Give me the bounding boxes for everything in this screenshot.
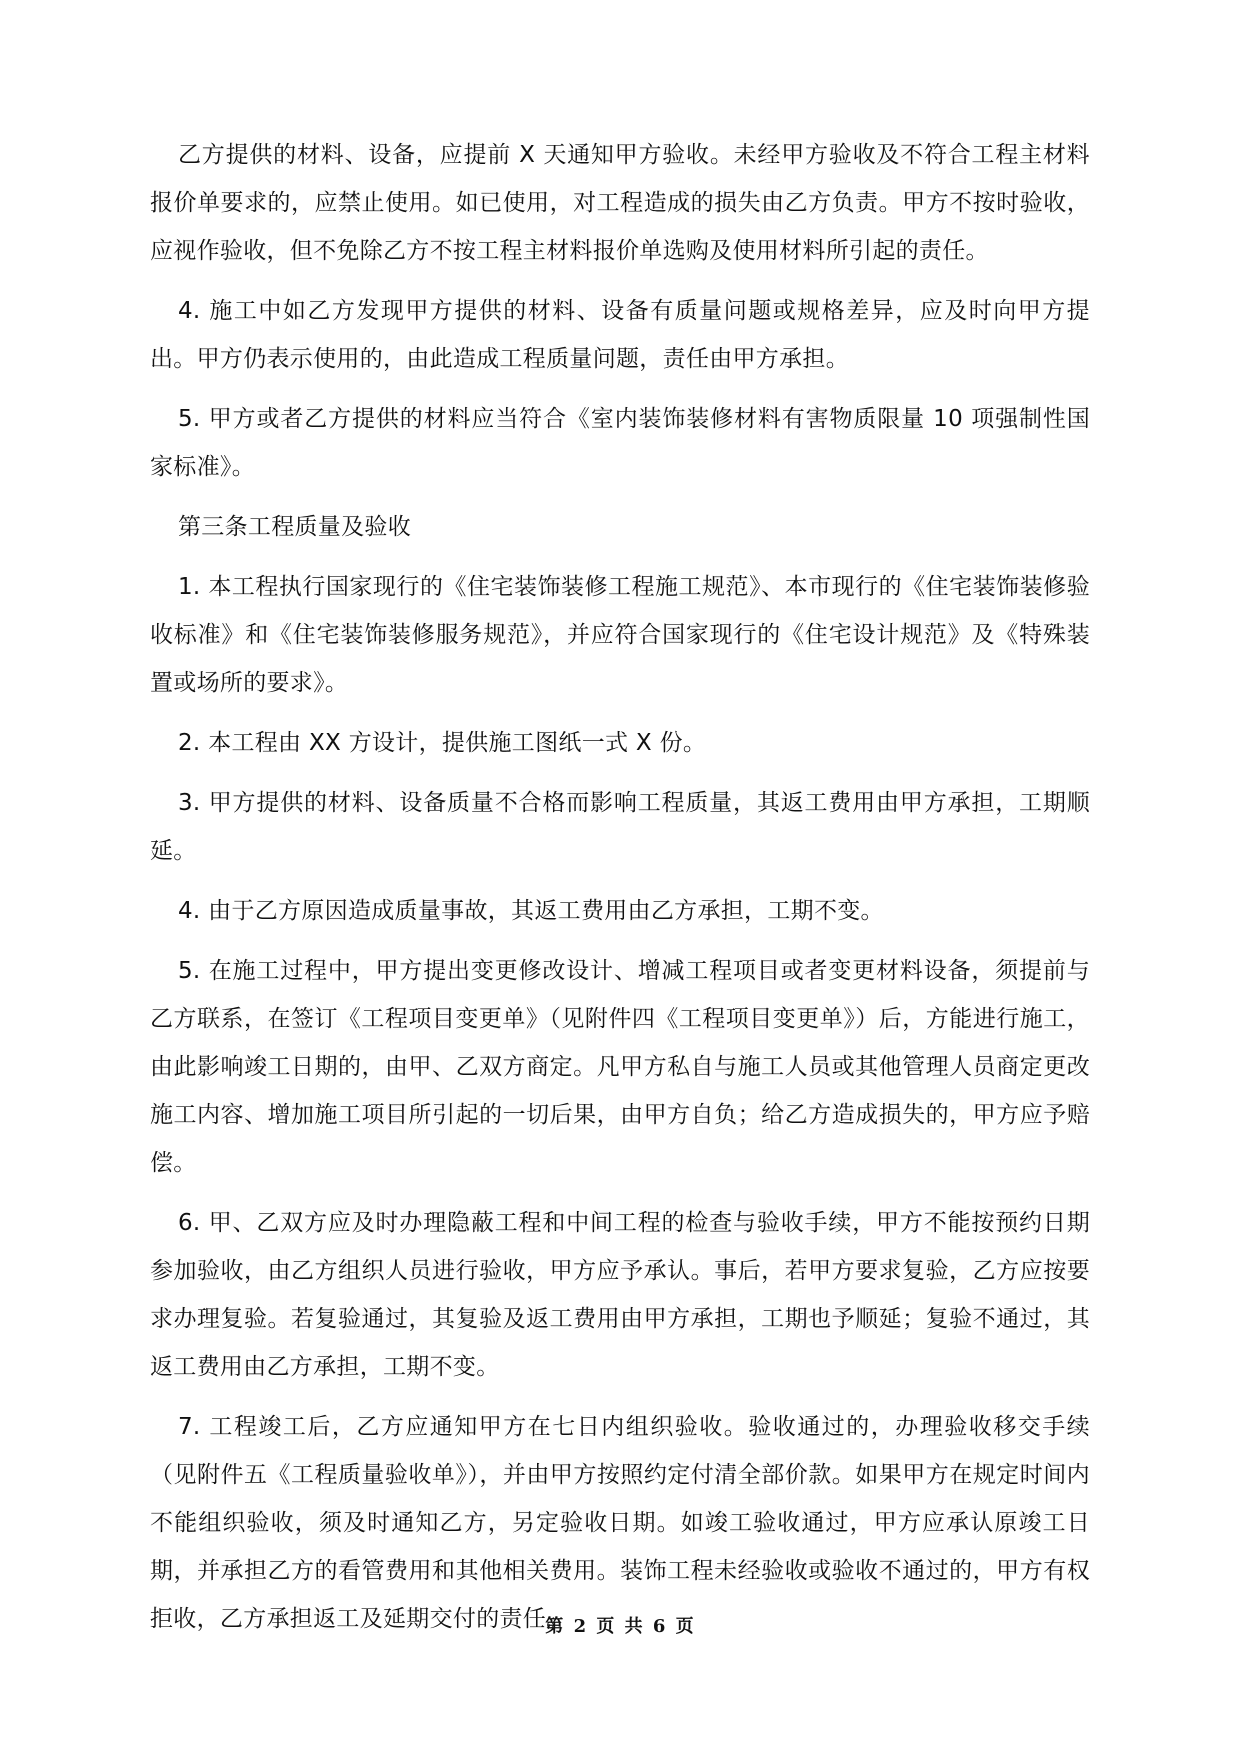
paragraph-article3-item-2: 2. 本工程由 XX 方设计，提供施工图纸一式 X 份。 xyxy=(178,730,707,756)
paragraph-article3-item-7: 7. 工程竣工后，乙方应通知甲方在七日内组织验收。验收通过的，办理验收移交手续（见附件五《工程质量验收单》），并由甲方按照约定付清全部价款。如果甲方在规定时间内不能组织验收，须及时通知乙方，另定验收日期。如竣工验收通过，甲方应承认原竣工日期，并承担乙方的看管费用和其他相关费用。装饰工程未经验收或验收不通过的，甲方有权拒收，乙方承担返工及延期交付的责任。 xyxy=(150,1414,1090,1632)
paragraph-material-inspection: 乙方提供的材料、设备，应提前 X 天通知甲方验收。未经甲方验收及不符合工程主材料报价单要求的，应禁止使用。如已使用，对工程造成的损失由乙方负责。甲方不按时验收，应视作验收，但不免除乙方不按工程主材料报价单选购及使用材料所引起的责任。 xyxy=(150,142,1090,264)
contract-body xyxy=(150,131,1090,1655)
paragraph-article3-item-5: 5. 在施工过程中，甲方提出变更修改设计、增减工程项目或者变更材料设备，须提前与乙方联系，在签订《工程项目变更单》（见附件四《工程项目变更单》）后，方能进行施工，由此影响竣工日期的，由甲、乙双方商定。凡甲方私自与施工人员或其他管理人员商定更改施工内容、增加施工项目所引起的一切后果，由甲方自负；给乙方造成损失的，甲方应予赔偿。 xyxy=(150,958,1090,1176)
paragraph-article3-item-6: 6. 甲、乙双方应及时办理隐蔽工程和中间工程的检查与验收手续，甲方不能按预约日期参加验收，由乙方组织人员进行验收，甲方应予承认。事后，若甲方要求复验，乙方应按要求办理复验。若复验通过，其复验及返工费用由甲方承担，工期也予顺延；复验不通过，其返工费用由乙方承担，工期不变。 xyxy=(150,1210,1090,1380)
paragraph-article3-item-4: 4. 由于乙方原因造成质量事故，其返工费用由乙方承担，工期不变。 xyxy=(178,898,884,924)
paragraph-clause-4-quality-issue: 4. 施工中如乙方发现甲方提供的材料、设备有质量问题或规格差异，应及时向甲方提出。甲方仍表示使用的，由此造成工程质量问题，责任由甲方承担。 xyxy=(150,298,1090,372)
paragraph-clause-5-hazard-standard: 5. 甲方或者乙方提供的材料应当符合《室内装饰装修材料有害物质限量 10 项强制性国家标准》。 xyxy=(150,406,1090,480)
paragraph-article3-item-1: 1. 本工程执行国家现行的《住宅装饰装修工程施工规范》、本市现行的《住宅装饰装修验收标准》和《住宅装饰装修服务规范》，并应符合国家现行的《住宅设计规范》及《特殊装置或场所的要求》。 xyxy=(150,574,1090,696)
section-heading-article-3: 第三条工程质量及验收 xyxy=(178,514,411,540)
page-number-footer: 第 2 页 共 6 页 xyxy=(545,1616,696,1637)
paragraph-article3-item-3: 3. 甲方提供的材料、设备质量不合格而影响工程质量，其返工费用由甲方承担，工期顺延。 xyxy=(150,790,1090,864)
